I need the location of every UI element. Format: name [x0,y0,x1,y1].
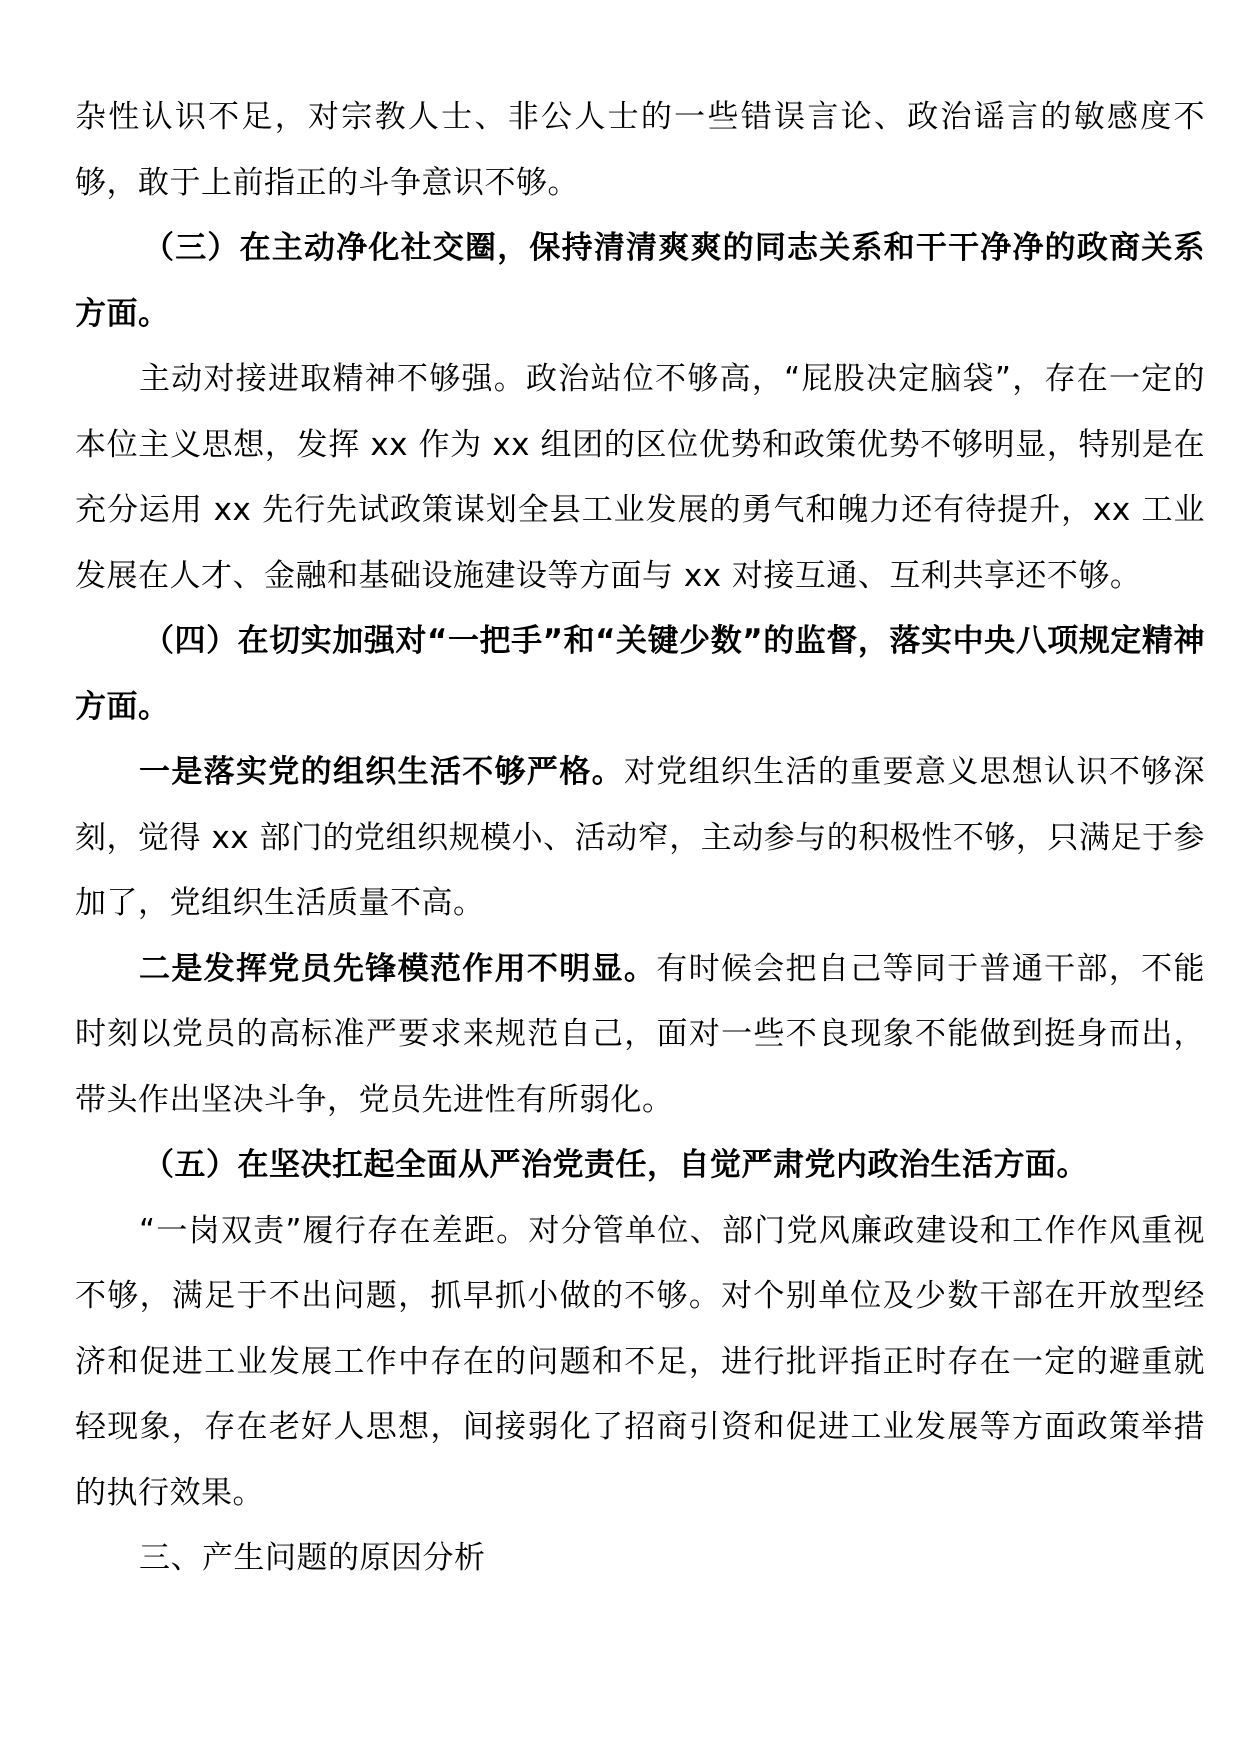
heading-section-5: （五）在坚决扛起全面从严治党责任，自觉严肃党内政治生活方面。 [143,1147,1088,1183]
heading-section-3: （三）在主动净化社交圈，保持清清爽爽的同志关系和干干净净的政商关系方面。 [75,230,1205,332]
heading-part-three: 三、产生问题的原因分析 [139,1540,486,1576]
paragraph-section-3: 主动对接进取精神不够强。政治站位不够高，“屁股决定脑袋”，存在一定的本位主义思想，发挥 xx 作为 xx 组团的区位优势和政策优势不够明显，特别是在充分运用 xx 先行先试政策谋划全县工业发展的勇气和魄力还有待提升，xx 工业发展在人才、金融和基础设施建设等方面与 xx 对接互通、互利共享还不够。 [75,361,1205,594]
paragraph-section-4-point-2 [75,937,1205,1134]
point-1-body: 对党组织生活的重要意义思想认识不够深刻，觉得 xx 部门的党组织规模小、活动窄，主动参与的积极性不够，只满足于参加了，党组织生活质量不高。 [75,754,1205,921]
heading-section-4: （四）在切实加强对“一把手”和“关键少数”的监督，落实中央八项规定精神方面。 [75,623,1205,725]
point-2-lead: 二是发挥党员先锋模范作用不明显。 [139,950,657,987]
point-2-body: 有时候会把自己等同于普通干部，不能时刻以党员的高标准严要求来规范自己，面对一些不良现象不能做到挺身而出，带头作出坚决斗争，党员先进性有所弱化。 [75,950,1205,1118]
point-1-lead: 一是落实党的组织生活不够严格。 [139,754,624,790]
paragraph-continuation: 杂性认识不足，对宗教人士、非公人士的一些错误言论、政治谣言的敏感度不够，敢于上前指正的斗争意识不够。 [75,99,1205,201]
paragraph-section-4-point-1 [75,740,1205,937]
document-page [75,85,1205,1592]
paragraph-section-5: “一岗双责”履行存在差距。对分管单位、部门党风廉政建设和工作作风重视不够，满足于不出问题，抓早抓小做的不够。对个别单位及少数干部在开放型经济和促进工业发展工作中存在的问题和不足，进行批评指正时存在一定的避重就轻现象，存在老好人思想，间接弱化了招商引资和促进工业发展等方面政策举措的执行效果。 [75,1212,1205,1511]
